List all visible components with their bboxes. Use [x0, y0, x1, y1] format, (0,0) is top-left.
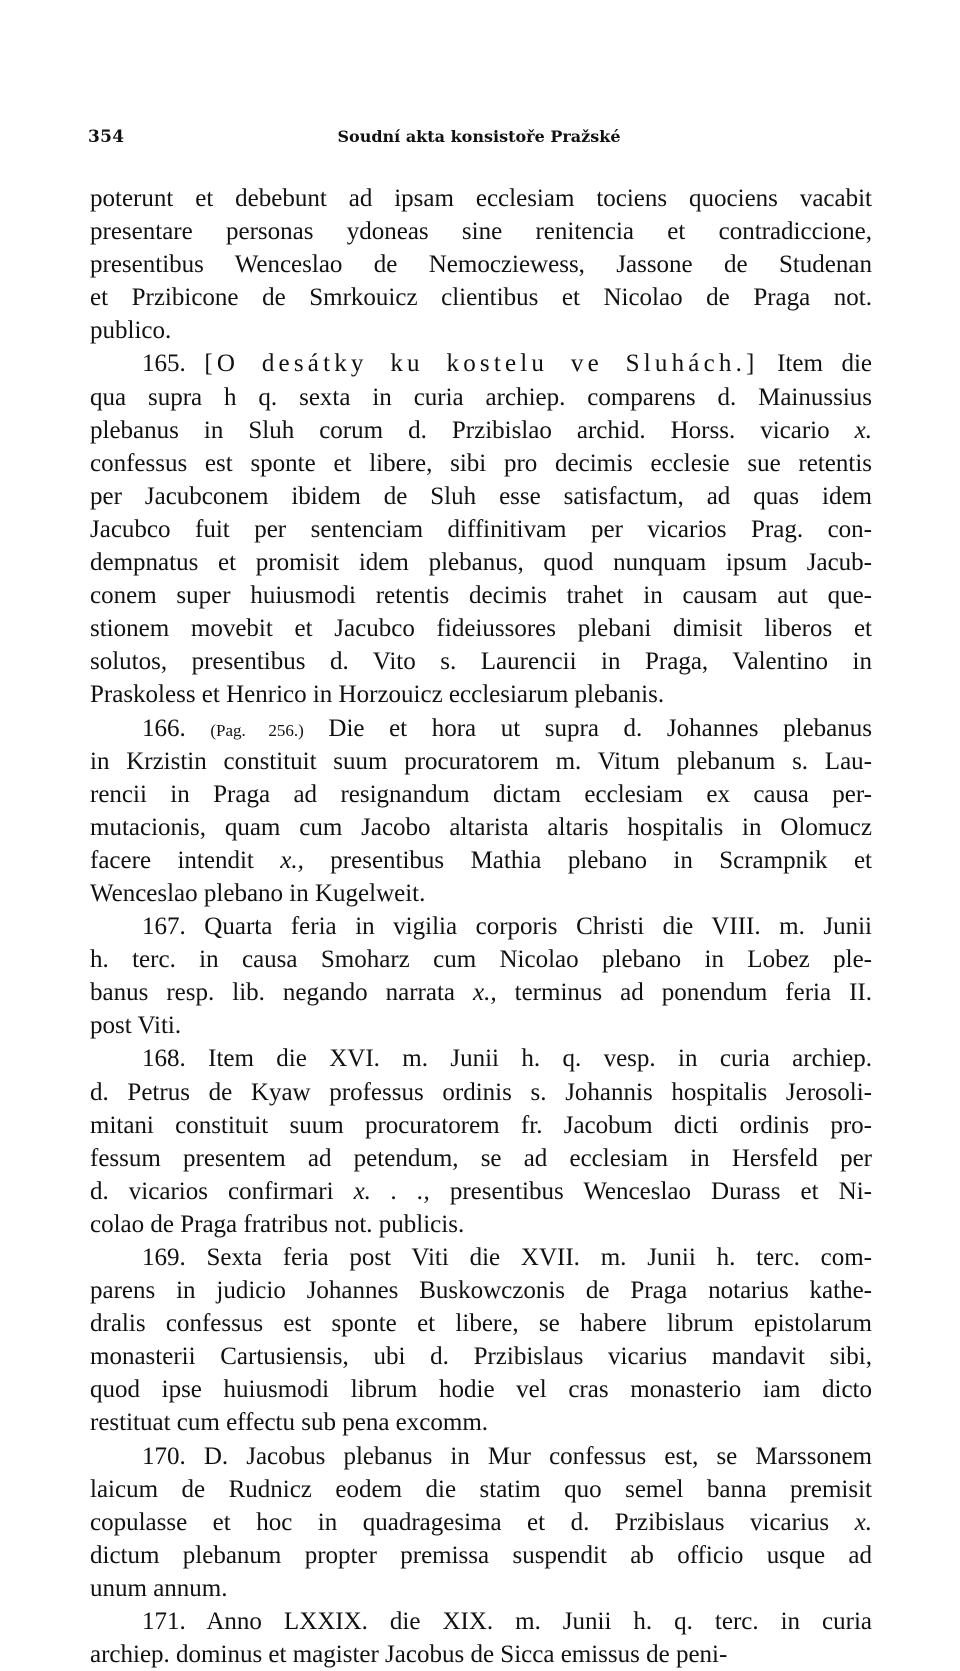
text-line — [90, 1175, 872, 1208]
line-text: banus resp. lib. negando narrata — [90, 979, 455, 1007]
entry-number: 169. — [142, 1244, 186, 1271]
text-line — [90, 381, 872, 414]
line-text: presentare personas ydoneas sine renitencia et contradiccione, — [90, 218, 872, 246]
symbol-x: x., — [280, 846, 304, 874]
entry-start-line — [90, 712, 872, 745]
text-line — [90, 745, 872, 778]
text-line — [90, 1506, 872, 1539]
text-line — [90, 248, 872, 281]
text-line — [90, 281, 872, 314]
page-body — [90, 182, 872, 1671]
line-text: laicum de Rudnicz eodem die statim quo semel banna premisit — [90, 1475, 872, 1503]
text-line — [90, 546, 872, 579]
line-text: colao de Praga fratribus not. publicis. — [90, 1210, 465, 1238]
line-text: Anno LXXIX. die XIX. m. Junii h. q. terc. in curia — [206, 1608, 873, 1636]
text-line — [90, 513, 872, 546]
entry-number: 170. — [142, 1442, 186, 1470]
line-text: per Jacubconem ibidem de Sluh esse satisfactum, ad quas idem — [90, 482, 872, 510]
line-text: mitani constituit suum procuratorem fr. Jacobum dicti ordinis pro- — [90, 1111, 872, 1139]
line-text: Die et hora ut supra d. Johannes plebanus — [328, 714, 873, 742]
line-text: qua supra h q. sexta in curia archiep. comparens d. Mainussius — [90, 383, 872, 411]
text-line — [90, 447, 872, 480]
line-text: monasterii Cartusiensis, ubi d. Przibislaus vicarius mandavit sibi, — [90, 1343, 872, 1371]
entry-number: 165. — [142, 350, 186, 378]
entry-start-line — [90, 1605, 872, 1638]
line-text: unum annum. — [90, 1574, 228, 1602]
line-text: Jacubco fuit per sentenciam diffinitivam per vicarios Prag. con- — [90, 515, 872, 543]
text-line — [90, 844, 872, 877]
text-line — [90, 182, 872, 215]
entry-start-line — [90, 1440, 872, 1473]
text-line — [90, 1076, 872, 1109]
text-line — [90, 811, 872, 844]
line-text: presentibus Wenceslao de Nemocziewess, Jassone de Studenan — [90, 251, 872, 279]
line-text: confessus est sponte et libere, sibi pro decimis ecclesie sue retentis — [90, 449, 872, 477]
line-text: stionem movebit et Jacubco fideiussores plebani dimisit liberos et — [90, 615, 872, 643]
text-line — [90, 314, 872, 347]
line-text: publico. — [90, 317, 172, 345]
text-line — [90, 1373, 872, 1406]
line-text: Quarta feria in vigilia corporis Christi die VIII. m. Junii — [204, 913, 872, 941]
entry-start-line — [90, 1042, 872, 1075]
line-text-rest: terminus ad ponendum feria II. — [514, 979, 872, 1007]
text-line — [90, 1638, 872, 1671]
line-text-rest: presentibus Mathia plebano in Scrampnik et — [330, 846, 873, 874]
text-line — [90, 1572, 872, 1605]
running-title: Soudní akta konsistoře Pražské — [337, 127, 621, 146]
entry-number: 167. — [142, 913, 186, 941]
line-text: fessum presentem ad petendum, se ad ecclesiam in Hersfeld per — [90, 1144, 872, 1172]
text-line — [90, 1539, 872, 1572]
text-line — [90, 215, 872, 248]
line-text: dictum plebanum propter premissa suspendit ab officio usque ad — [90, 1541, 872, 1569]
line-text: Item die — [777, 350, 873, 378]
text-line — [90, 943, 872, 976]
line-text: conem super huiusmodi retentis decimis trahet in causam aut que- — [90, 582, 872, 610]
text-line — [90, 1208, 872, 1241]
text-line — [90, 1109, 872, 1142]
line-text: archiep. dominus et magister Jacobus de Sicca emissus de peni- — [90, 1641, 728, 1669]
text-line — [90, 1274, 872, 1307]
text-line — [90, 612, 872, 645]
page-number: 354 — [88, 127, 125, 147]
line-text: solutos, presentibus d. Vito s. Laurencii in Praga, Valentino in — [90, 648, 872, 676]
page-reference: (Pag. 256.) — [210, 720, 304, 740]
line-text: Sexta feria post Viti die XVII. m. Junii h. terc. com- — [206, 1244, 872, 1271]
line-text: et Przibicone de Smrkouicz clientibus et Nicolao de Praga not. — [90, 284, 872, 312]
line-text: mutacionis, quam cum Jacobo altarista altaris hospitalis in Olomucz — [90, 813, 872, 841]
text-line — [90, 1009, 872, 1042]
entry-heading: [O desátky ku kostelu ve Sluhách.] — [204, 350, 759, 378]
page-header — [88, 127, 870, 151]
text-line — [90, 1473, 872, 1506]
text-line — [90, 678, 872, 711]
entry-start-line — [90, 910, 872, 943]
text-line — [90, 976, 872, 1009]
line-text: Wenceslao plebano in Kugelweit. — [90, 879, 426, 907]
line-text: d. Petrus de Kyaw professus ordinis s. Johannis hospitalis Jerosoli- — [90, 1078, 872, 1106]
text-line — [90, 414, 872, 447]
text-line — [90, 1406, 872, 1439]
line-text: D. Jacobus plebanus in Mur confessus est, se Marssonem — [203, 1442, 873, 1470]
line-text: plebanus in Sluh corum d. Przibislao archid. Horss. vicario — [90, 416, 830, 444]
line-text: rencii in Praga ad resignandum dictam ecclesiam ex causa per- — [90, 780, 872, 808]
text-line — [90, 645, 872, 678]
line-text: post Viti. — [90, 1012, 182, 1040]
line-text: quod ipse huiusmodi librum hodie vel cras monasterio iam dicto — [90, 1376, 872, 1404]
entry-start-line — [90, 347, 872, 380]
text-line — [90, 778, 872, 811]
line-text: parens in judicio Johannes Buskowczonis de Praga notarius kathe- — [90, 1277, 872, 1305]
symbol-x: x. — [854, 1508, 873, 1536]
symbol-x: x. . ., — [353, 1177, 430, 1205]
line-text: in Krzistin constituit suum procuratorem m. Vitum plebanum s. Lau- — [90, 747, 872, 775]
line-text: copulasse et hoc in quadragesima et d. Przibislaus vicarius — [90, 1508, 830, 1536]
entry-number: 168. — [142, 1045, 186, 1073]
line-text: dempnatus et promisit idem plebanus, quod nunquam ipsum Jacub- — [90, 549, 872, 577]
text-line — [90, 1307, 872, 1340]
text-line — [90, 1340, 872, 1373]
entry-start-line — [90, 1241, 872, 1274]
line-text: facere intendit — [90, 846, 254, 874]
entry-number: 171. — [142, 1608, 186, 1636]
entry-number: 166. — [142, 714, 186, 742]
text-line — [90, 1142, 872, 1175]
line-text-rest: presentibus Wenceslao Durass et Ni- — [449, 1177, 872, 1205]
line-text: restituat cum effectu sub pena excomm. — [90, 1409, 489, 1437]
line-text: poterunt et debebunt ad ipsam ecclesiam tociens quociens vacabit — [90, 185, 872, 212]
line-text: h. terc. in causa Smoharz cum Nicolao plebano in Lobez ple- — [90, 946, 872, 974]
text-line — [90, 877, 872, 910]
line-text: Praskoless et Henrico in Horzouicz ecclesiarum plebanis. — [90, 681, 665, 709]
line-text: Item die XVI. m. Junii h. q. vesp. in curia archiep. — [208, 1045, 872, 1073]
line-text: d. vicarios confirmari — [90, 1177, 334, 1205]
text-line — [90, 579, 872, 612]
symbol-x: x. — [854, 416, 873, 444]
line-text: dralis confessus est sponte et libere, se habere librum epistolarum — [90, 1310, 872, 1338]
text-line — [90, 480, 872, 513]
symbol-x: x., — [473, 979, 497, 1007]
